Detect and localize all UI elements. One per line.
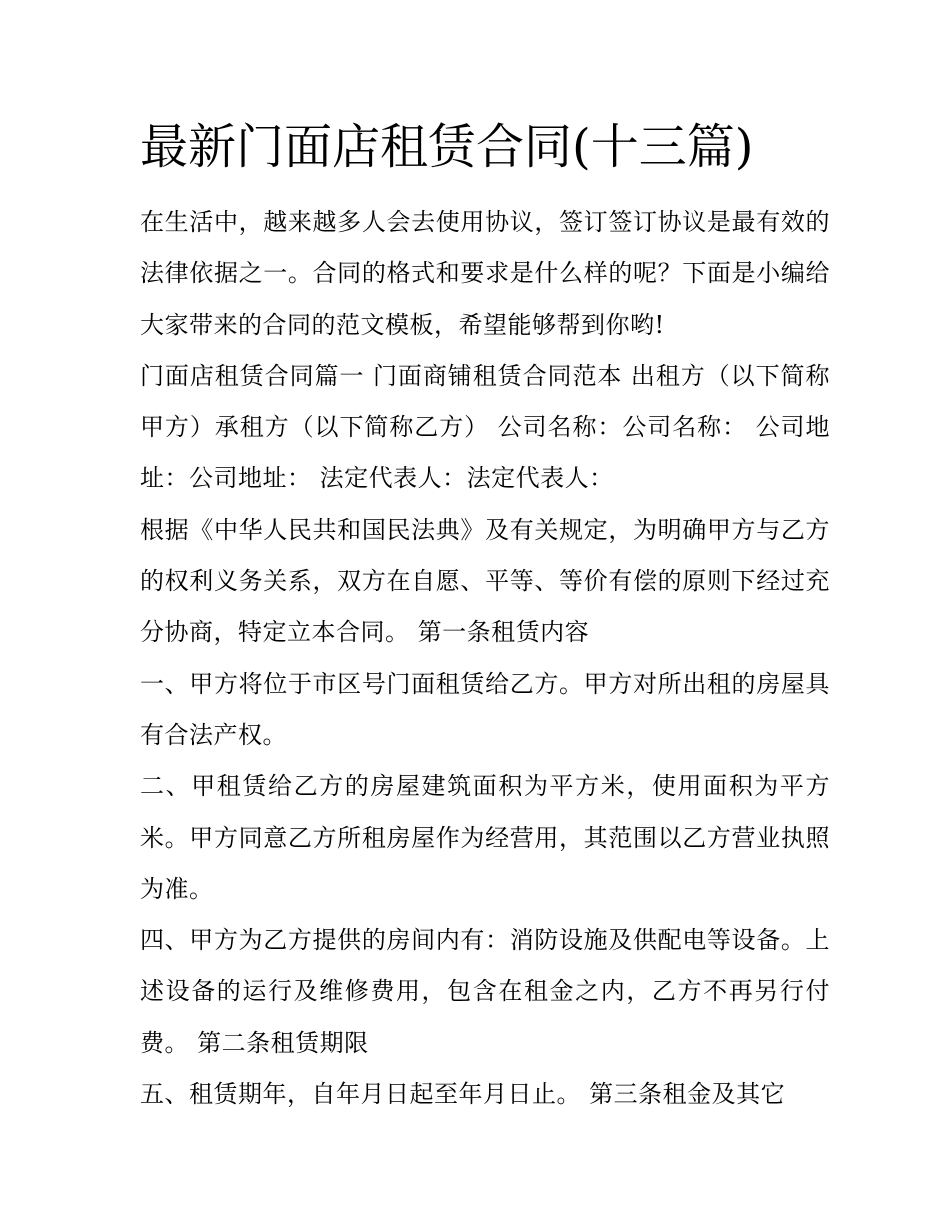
paragraph-legal-basis: 根据《中华人民共和国民法典》及有关规定，为明确甲方与乙方的权利义务关系，双方在自愿、平等、等价有偿的原则下经过充分协商，特定立本合同。 第一条租赁内容 (140, 515, 830, 647)
paragraph-clause-4: 四、甲方为乙方提供的房间内有：消防设施及供配电等设备。上述设备的运行及维修费用，包含在租金之内，乙方不再另行付费。 第二条租赁期限 (140, 926, 830, 1057)
paragraph-intro: 在生活中，越来越多人会去使用协议，签订签订协议是最有效的法律依据之一。合同的格式和要求是什么样的呢？下面是小编给大家带来的合同的范文模板，希望能够帮到你哟! (140, 208, 830, 339)
paragraph-clause-2: 二、甲租赁给乙方的房屋建筑面积为平方米，使用面积为平方米。甲方同意乙方所租房屋作为经营用，其范围以乙方营业执照为准。 (140, 772, 830, 903)
paragraph-clause-5: 五、租赁期年，自年月日起至年月日止。 第三条租金及其它 (140, 1080, 786, 1109)
paragraph-contract-parties: 门面店租赁合同篇一 门面商铺租赁合同范本 出租方（以下简称甲方）承租方（以下简称乙方） 公司名称：公司名称： 公司地址：公司地址： 法定代表人：法定代表人： (140, 361, 830, 493)
document-body (140, 197, 830, 1120)
document-title: 最新门面店租赁合同(十三篇) (140, 119, 754, 175)
paragraph-clause-1: 一、甲方将位于市区号门面租赁给乙方。甲方对所出租的房屋具有合法产权。 (140, 669, 830, 749)
